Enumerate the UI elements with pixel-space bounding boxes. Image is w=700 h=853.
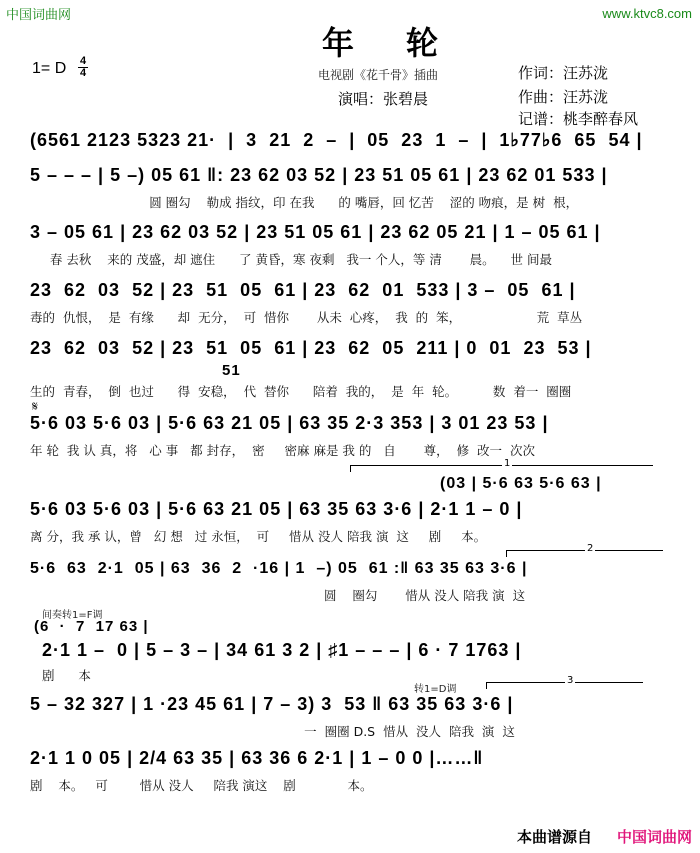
lyrics: 离 分，我 承 认，曾 幻 想 过 永恒， 可 惜从 没人 陪我 演 这 剧 本。 [30, 529, 487, 544]
song-title: 年轮 [322, 24, 491, 62]
notation: 5 – 32 327 | 1 ·23 45 61 | 7 – 3) 3 53 ‖ 63 35 63 3·6 | [30, 694, 514, 714]
notation: 3 – 05 61 | 23 62 03 52 | 23 51 05 61 | 23 62 05 21 | 1 – 05 61 | [30, 222, 601, 242]
time-signature-top: 4 [79, 55, 87, 67]
volta-bracket-3: 3 [486, 682, 643, 689]
interlude-label: 间奏转1=F调 [42, 610, 103, 621]
singer: 演唱：张碧晨 [338, 90, 429, 108]
notation: 5 – – – | 5 –) 05 61 ‖: 23 62 03 52 | 23 51 05 61 | 23 62 01 533 | [30, 165, 608, 185]
lyrics: 春 去秋 来的 茂盛，却 遮住 了 黄昏，寒 夜剩 我一 个人，等 清 晨。 世 间最 [30, 252, 553, 267]
alternate-notes: 51 [222, 362, 241, 379]
lyrics: 圆 圈勾 勒成 指纹，印 在我 的 嘴唇，回 忆苦 涩的 吻痕，是 树 根， [30, 195, 579, 210]
notation: 5·6 03 5·6 03 | 5·6 63 21 05 | 63 35 2·3 353 | 3 01 23 53 | [30, 413, 549, 433]
transcriber: 记谱：桃李醉春风 [518, 110, 639, 128]
volta-bracket-2: 2 [506, 550, 663, 557]
notation: (6561 2123 5323 21· | 3 21 2 – | 05 23 1 – | 1♭77♭6 65 54 | [30, 130, 643, 150]
interlude-notation: (6 · 7 17 63 | [34, 618, 149, 635]
notation: 23 62 03 52 | 23 51 05 61 | 23 62 01 533 | 3 – 05 61 | [30, 280, 576, 300]
source-site-link[interactable]: 中国词曲网 [616, 828, 692, 846]
lyrics: 毒的 仇恨， 是 有缘 却 无分， 可 惜你 从未 心疼， 我 的 笨， 荒 草丛 [30, 310, 583, 325]
notation: 23 62 03 52 | 23 51 05 61 | 23 62 05 211 | 0 01 23 53 | [30, 338, 592, 358]
key-signature: 1= D [32, 60, 67, 77]
segno-icon: 𝄋 [32, 399, 39, 415]
notation: 5·6 63 2·1 05 | 63 36 2 ·16 | 1 –) 05 61 :‖ 63 35 63 3·6 | [30, 560, 528, 577]
lyrics: 剧 本 [42, 668, 91, 683]
volta-bracket-1: 1 [350, 465, 653, 472]
lyrics: 圆 圈勾 惜从 没人 陪我 演 这 [30, 588, 526, 603]
site-logo-left[interactable]: 中国词曲网 [6, 8, 72, 23]
subtitle: 电视剧《花千骨》插曲 [318, 68, 439, 82]
lyrics: 一 圈圈 D.S 惜从 没人 陪我 演 这 [30, 724, 515, 739]
notation: 2·1 1 0 05 | 2/4 63 35 | 63 36 6 2·1 | 1 – 0 0 |……‖ [30, 748, 484, 768]
prelude-notation: (03 | 5·6 63 5·6 63 | [440, 475, 602, 492]
notation: 2·1 1 – 0 | 5 – 3 – | 34 61 3 2 | ♯1 – – – | 6 · 7 1763 | [42, 640, 522, 660]
source-label: 本曲谱源自 [516, 828, 592, 846]
time-signature-bottom: 4 [79, 67, 87, 79]
site-url[interactable]: www.ktvc8.com [602, 6, 692, 21]
lyrics: 剧 本。 可 惜从 没人 陪我 演这 剧 本。 [30, 778, 373, 793]
lyricist: 作词：汪苏泷 [518, 64, 609, 82]
lyrics: 生的 青春， 倒 也过 得 安稳， 代 替你 陪着 我的， 是 年 轮。 数 着一 圈圈 [30, 384, 572, 399]
notation: 5·6 03 5·6 03 | 5·6 63 21 05 | 63 35 63 3·6 | 2·1 1 – 0 | [30, 499, 523, 519]
time-signature [78, 56, 88, 79]
composer: 作曲：汪苏泷 [518, 88, 609, 106]
lyrics: 年 轮 我 认 真，将 心 事 都 封存， 密 密麻 麻是 我 的 自 尊， 修 改一 次次 [30, 443, 535, 458]
modulation-label: 转1=D调 [414, 684, 457, 695]
